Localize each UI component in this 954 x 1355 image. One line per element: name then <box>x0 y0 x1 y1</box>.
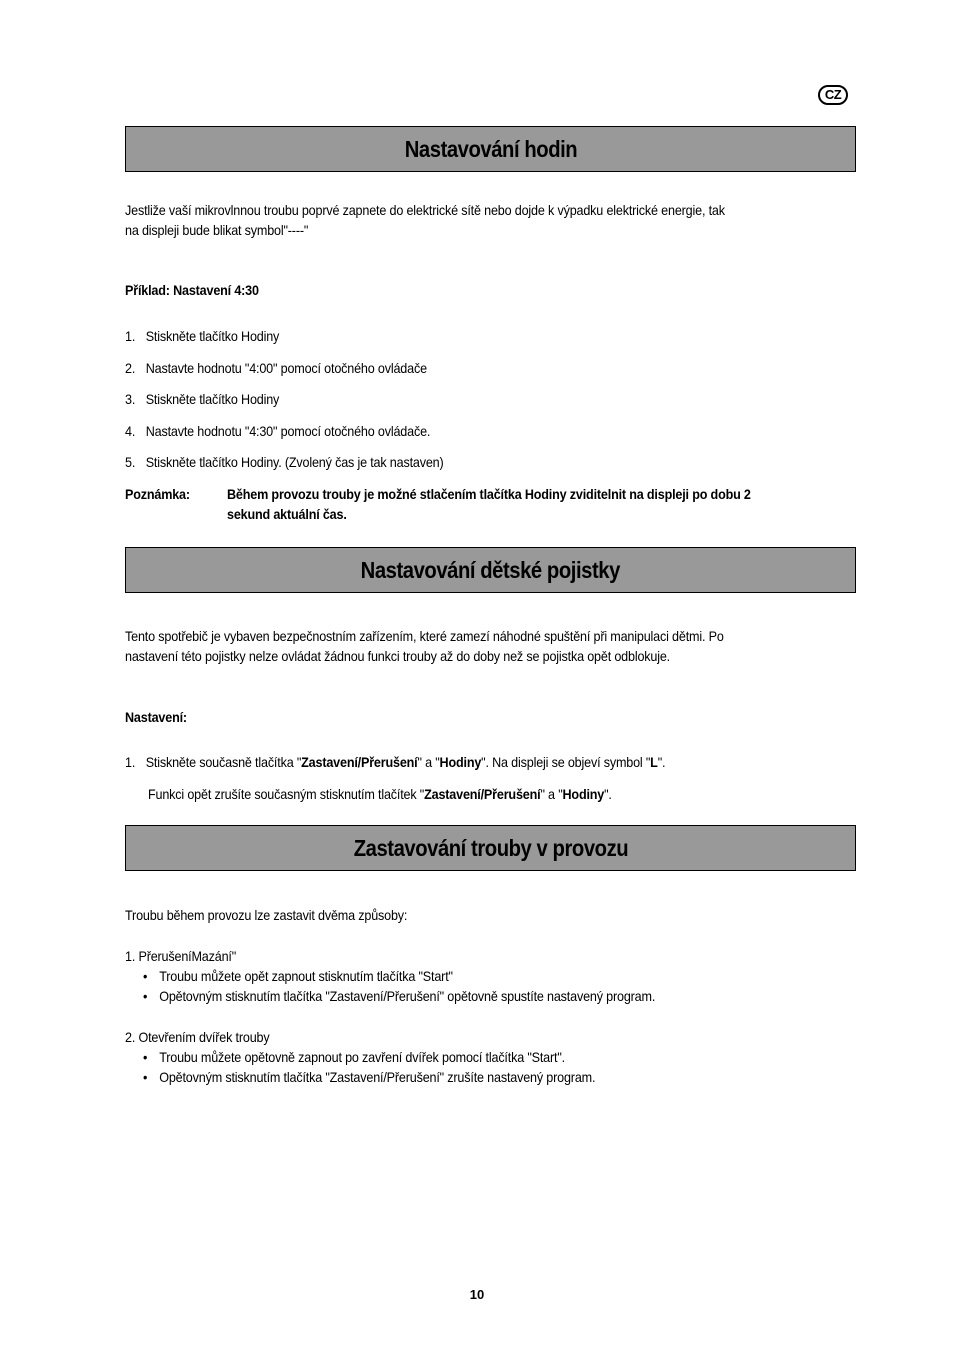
clock-step: 3. Stiskněte tlačítko Hodiny <box>125 391 280 407</box>
setting-heading: Nastavení: <box>125 709 187 725</box>
example-heading: Příklad: Nastavení 4:30 <box>125 282 259 298</box>
stopping-intro: Troubu během provozu lze zastavit dvěma způsoby: <box>125 907 408 923</box>
list-item: • Opětovným stisknutím tlačítka "Zastavení/Přerušení" opětovně spustíte nastavený program. <box>143 988 656 1004</box>
clock-step: 4. Nastavte hodnotu "4:30" pomocí otočného ovládače. <box>125 423 431 439</box>
section-header-childlock <box>125 547 856 593</box>
section-header-clock <box>125 126 856 172</box>
bullet-icon: • <box>143 968 148 984</box>
note-label: Poznámka: <box>125 486 190 502</box>
list-item: • Opětovným stisknutím tlačítka "Zastavení/Přerušení" zrušíte nastavený program. <box>143 1069 596 1085</box>
section-title: Nastavování hodin <box>404 135 577 162</box>
clock-step: 2. Nastavte hodnotu "4:00" pomocí otočného ovládače <box>125 360 427 376</box>
bullet-icon: • <box>143 1049 148 1065</box>
language-badge: CZ <box>818 85 848 105</box>
section-title: Zastavování trouby v provozu <box>353 834 628 861</box>
section-header-stopping <box>125 825 856 871</box>
clock-step: 5. Stiskněte tlačítko Hodiny. (Zvolený čas je tak nastaven) <box>125 454 444 470</box>
method-heading: 1. PřerušeníMazání" <box>125 948 237 964</box>
clock-intro: Jestliže vaší mikrovlnnou troubu poprvé zapnete do elektrické sítě nebo dojde k výpadku elektrické energie, tak na displeji bude blikat symbol"----" <box>125 202 725 238</box>
bullet-icon: • <box>143 1069 148 1085</box>
page-number: 10 <box>469 1287 485 1302</box>
clock-step: 1. Stiskněte tlačítko Hodiny <box>125 328 280 344</box>
method-heading: 2. Otevřením dvířek trouby <box>125 1029 270 1045</box>
list-item: • Troubu můžete opět zapnout stisknutím tlačítka "Start" <box>143 968 453 984</box>
section-title: Nastavování dětské pojistky <box>360 556 621 583</box>
childlock-intro: Tento spotřebič je vybaven bezpečnostním zařízením, které zamezí náhodné spuštění při manipulaci dětmi. Po nastavení této pojistky nelze ovládat žádnou funkci trouby až do doby než se pojistka opět odblokuje. <box>125 628 724 664</box>
list-item: • Troubu můžete opětovně zapnout po zavření dvířek pomocí tlačítka "Start". <box>143 1049 565 1065</box>
note-body: Během provozu trouby je možné stlačením tlačítka Hodiny zviditelnit na displeji po dobu 2 sekund aktuální čas. <box>227 486 751 522</box>
childlock-cancel: Funkci opět zrušíte současným stisknutím tlačítek "Zastavení/Přerušení" a "Hodiny". <box>148 786 612 802</box>
bullet-icon: • <box>143 988 148 1004</box>
childlock-step: 1. Stiskněte současně tlačítka "Zastavení/Přerušení" a "Hodiny". Na displeji se objeví symbol "L". <box>125 754 666 770</box>
